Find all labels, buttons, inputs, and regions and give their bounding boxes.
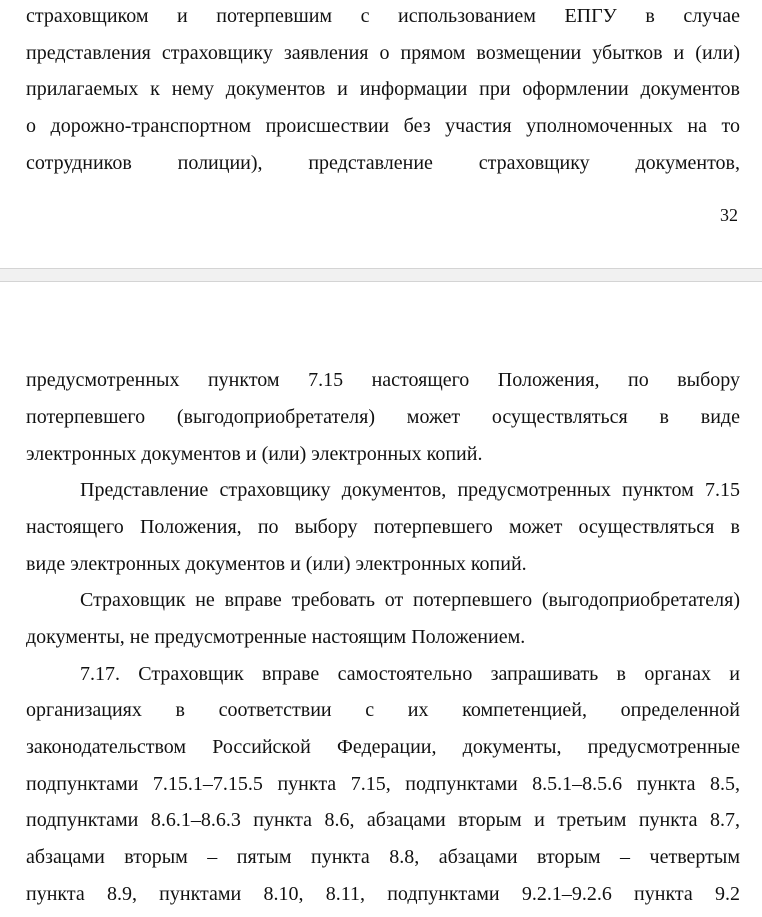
text-line: организациях в соответствии с их компетенцией, определенной xyxy=(26,699,740,721)
text-line: о дорожно-транспортном происшествии без участия уполномоченных на то xyxy=(26,115,740,137)
text-line: сотрудников полиции), представление страховщику документов, xyxy=(26,152,740,174)
text-line: электронных документов и (или) электронных копий. xyxy=(26,443,483,465)
text-line: потерпевшего (выгодоприобретателя) может осуществляться в виде xyxy=(26,406,740,428)
text-line: настоящего Положения, по выбору потерпевшего может осуществляться в xyxy=(26,516,740,538)
text-line: виде электронных документов и (или) электронных копий. xyxy=(26,553,527,575)
text-line: подпунктами 8.6.1–8.6.3 пункта 8.6, абзацами вторым и третьим пункта 8.7, xyxy=(26,809,740,831)
text-line: Страховщик не вправе требовать от потерпевшего (выгодоприобретателя) xyxy=(80,589,740,611)
text-line: Представление страховщику документов, предусмотренных пунктом 7.15 xyxy=(80,479,740,501)
text-line: законодательством Российской Федерации, документы, предусмотренные xyxy=(26,736,740,758)
text-line: представления страховщику заявления о прямом возмещении убытков и (или) xyxy=(26,42,740,64)
text-line: предусмотренных пунктом 7.15 настоящего Положения, по выбору xyxy=(26,369,740,391)
text-line: страховщиком и потерпевшим с использованием ЕПГУ в случае xyxy=(26,5,740,27)
text-line: пункта 8.9, пунктами 8.10, 8.11, подпунктами 9.2.1–9.2.6 пункта 9.2 xyxy=(26,883,740,905)
text-line: документы, не предусмотренные настоящим Положением. xyxy=(26,626,526,648)
text-line: абзацами вторым – пятым пункта 8.8, абзацами вторым – четвертым xyxy=(26,846,740,868)
page-number: 32 xyxy=(720,205,738,225)
document-page-top xyxy=(0,0,762,268)
text-line: 7.17. Страховщик вправе самостоятельно запрашивать в органах и xyxy=(80,663,740,685)
text-line: подпунктами 7.15.1–7.15.5 пункта 7.15, подпунктами 8.5.1–8.5.6 пункта 8.5, xyxy=(26,773,740,795)
page-break xyxy=(0,268,762,282)
text-line: прилагаемых к нему документов и информации при оформлении документов xyxy=(26,78,740,100)
document-page-bottom xyxy=(0,282,762,917)
